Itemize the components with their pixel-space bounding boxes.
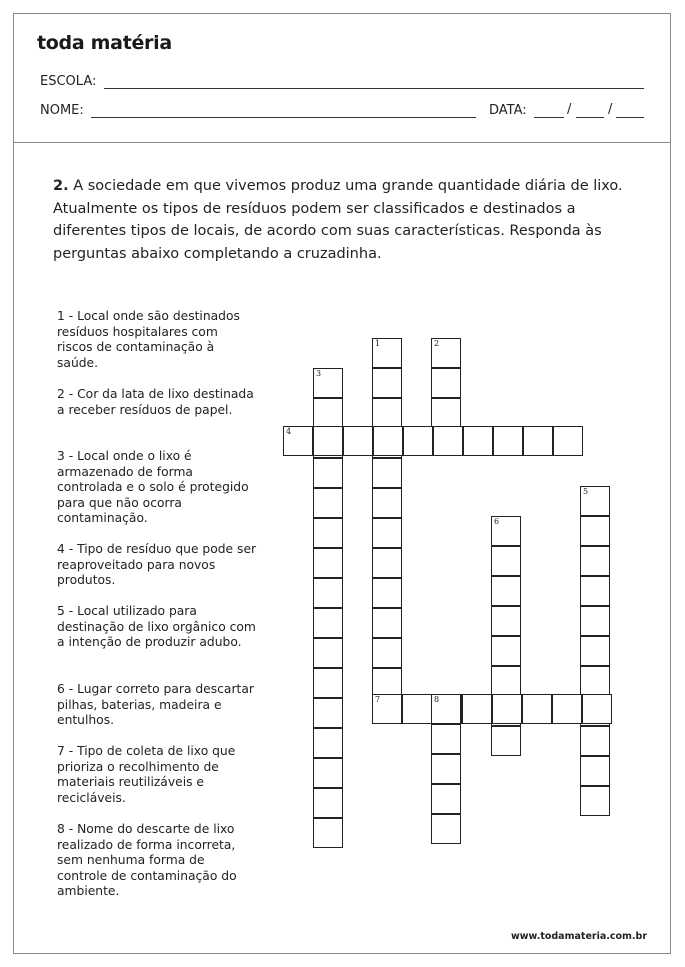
crossword-cell[interactable] <box>580 726 610 756</box>
crossword-cell[interactable] <box>580 546 610 576</box>
crossword-cell[interactable] <box>313 458 343 488</box>
date-day-line[interactable] <box>534 117 564 118</box>
crossword-cell[interactable] <box>491 606 521 636</box>
crossword-cell[interactable] <box>313 398 343 428</box>
crossword-cell[interactable] <box>313 698 343 728</box>
clue-4: 4 - Tipo de resíduo que pode ser reaproveitado para novos produtos. <box>57 542 257 587</box>
crossword-cell[interactable] <box>283 426 313 456</box>
crossword-cell[interactable] <box>493 426 523 456</box>
name-label: NOME: <box>40 103 84 118</box>
crossword-cell[interactable] <box>313 368 343 398</box>
crossword-cell[interactable] <box>431 368 461 398</box>
crossword-cell[interactable] <box>580 516 610 546</box>
crossword-cell[interactable] <box>313 518 343 548</box>
clue-7: 7 - Tipo de coleta de lixo que prioriza o recolhimento de materiais reutilizáveis e recicláveis. <box>57 744 236 805</box>
crossword-cell[interactable] <box>372 338 402 368</box>
crossword-cell[interactable] <box>580 606 610 636</box>
crossword-cell[interactable] <box>580 576 610 606</box>
crossword-cell[interactable] <box>431 338 461 368</box>
crossword-cell[interactable] <box>372 578 402 608</box>
crossword-clue-number: 4 <box>286 427 292 436</box>
date-year-line[interactable] <box>616 117 644 118</box>
crossword-cell[interactable] <box>491 516 521 546</box>
crossword-cell[interactable] <box>431 784 461 814</box>
brand-logo: toda matéria <box>37 32 172 54</box>
crossword-cell[interactable] <box>463 426 493 456</box>
crossword-cell[interactable] <box>580 756 610 786</box>
crossword-clue-number: 7 <box>375 695 381 704</box>
crossword-cell[interactable] <box>343 426 373 456</box>
crossword-cell[interactable] <box>431 814 461 844</box>
crossword-clue-number: 1 <box>375 339 381 348</box>
crossword-cell[interactable] <box>313 668 343 698</box>
crossword-cell[interactable] <box>372 458 402 488</box>
crossword-cell[interactable] <box>552 694 582 724</box>
crossword-cell[interactable] <box>372 694 402 724</box>
clue-6: 6 - Lugar correto para descartar pilhas, baterias, madeira e entulhos. <box>57 682 254 727</box>
crossword-cell[interactable] <box>373 426 403 456</box>
crossword-cell[interactable] <box>491 546 521 576</box>
crossword-clue-number: 2 <box>434 339 440 348</box>
crossword-cell[interactable] <box>431 724 461 754</box>
crossword-cell[interactable] <box>462 694 492 724</box>
crossword-clue-number: 8 <box>434 695 440 704</box>
crossword-cell[interactable] <box>372 548 402 578</box>
crossword-cell[interactable] <box>313 818 343 848</box>
crossword-cell[interactable] <box>313 758 343 788</box>
crossword-cell[interactable] <box>403 426 433 456</box>
crossword-cell[interactable] <box>580 786 610 816</box>
date-separator: / <box>567 102 572 117</box>
crossword-cell[interactable] <box>372 398 402 428</box>
crossword-cell[interactable] <box>372 608 402 638</box>
clue-3: 3 - Local onde o lixo é armazenado de forma controlada e o solo é protegido para que não ocorra contaminação. <box>57 449 249 525</box>
crossword-cell[interactable] <box>313 426 343 456</box>
name-input-line[interactable] <box>91 117 476 118</box>
clue-2: 2 - Cor da lata de lixo destinada a receber resíduos de papel. <box>57 387 254 417</box>
crossword-clue-number: 3 <box>316 369 322 378</box>
crossword-cell[interactable] <box>553 426 583 456</box>
clue-8: 8 - Nome do descarte de lixo realizado de forma incorreta, sem nenhuma forma de controle de contaminação do ambiente. <box>57 822 237 898</box>
crossword-cell[interactable] <box>313 488 343 518</box>
crossword-cell[interactable] <box>372 488 402 518</box>
crossword-cell[interactable] <box>402 694 432 724</box>
crossword-cell[interactable] <box>492 694 522 724</box>
question-number: 2. <box>53 178 69 194</box>
question-body: A sociedade em que vivemos produz uma grande quantidade diária de lixo. Atualmente os tipos de resíduos podem ser classificados e destinados a diferentes tipos de locais, de acordo com suas características. Responda às perguntas abaixo completando a cruzadinha. <box>53 178 623 262</box>
crossword-cell[interactable] <box>491 666 521 696</box>
crossword-cell[interactable] <box>313 788 343 818</box>
school-label: ESCOLA: <box>40 74 97 89</box>
clue-5: 5 - Local utilizado para destinação de lixo orgânico com a intenção de produzir adubo. <box>57 604 256 649</box>
footer-url: www.todamateria.com.br <box>510 931 647 942</box>
crossword-cell[interactable] <box>431 694 461 724</box>
crossword-cell[interactable] <box>491 636 521 666</box>
crossword-cell[interactable] <box>491 576 521 606</box>
crossword-cell[interactable] <box>582 694 612 724</box>
school-input-line[interactable] <box>104 88 644 89</box>
crossword-cell[interactable] <box>313 638 343 668</box>
crossword-cell[interactable] <box>313 578 343 608</box>
question-text <box>53 175 638 265</box>
clue-1: 1 - Local onde são destinados resíduos hospitalares com riscos de contaminação à saúde. <box>57 309 240 370</box>
crossword-clue-number: 5 <box>583 487 589 496</box>
crossword-cell[interactable] <box>431 754 461 784</box>
crossword-cell[interactable] <box>522 694 552 724</box>
header-divider <box>13 142 671 143</box>
crossword-cell[interactable] <box>580 486 610 516</box>
date-separator: / <box>608 102 613 117</box>
crossword-clue-number: 6 <box>494 517 500 526</box>
crossword-cell[interactable] <box>491 726 521 756</box>
crossword-cell[interactable] <box>523 426 553 456</box>
date-month-line[interactable] <box>576 117 604 118</box>
crossword-cell[interactable] <box>372 368 402 398</box>
crossword-cell[interactable] <box>433 426 463 456</box>
crossword-cell[interactable] <box>580 666 610 696</box>
crossword-cell[interactable] <box>313 548 343 578</box>
crossword-cell[interactable] <box>313 608 343 638</box>
crossword-cell[interactable] <box>431 398 461 428</box>
crossword-cell[interactable] <box>372 518 402 548</box>
date-label: DATA: <box>489 103 527 118</box>
crossword-cell[interactable] <box>372 638 402 668</box>
crossword-cell[interactable] <box>313 728 343 758</box>
crossword-cell[interactable] <box>580 636 610 666</box>
